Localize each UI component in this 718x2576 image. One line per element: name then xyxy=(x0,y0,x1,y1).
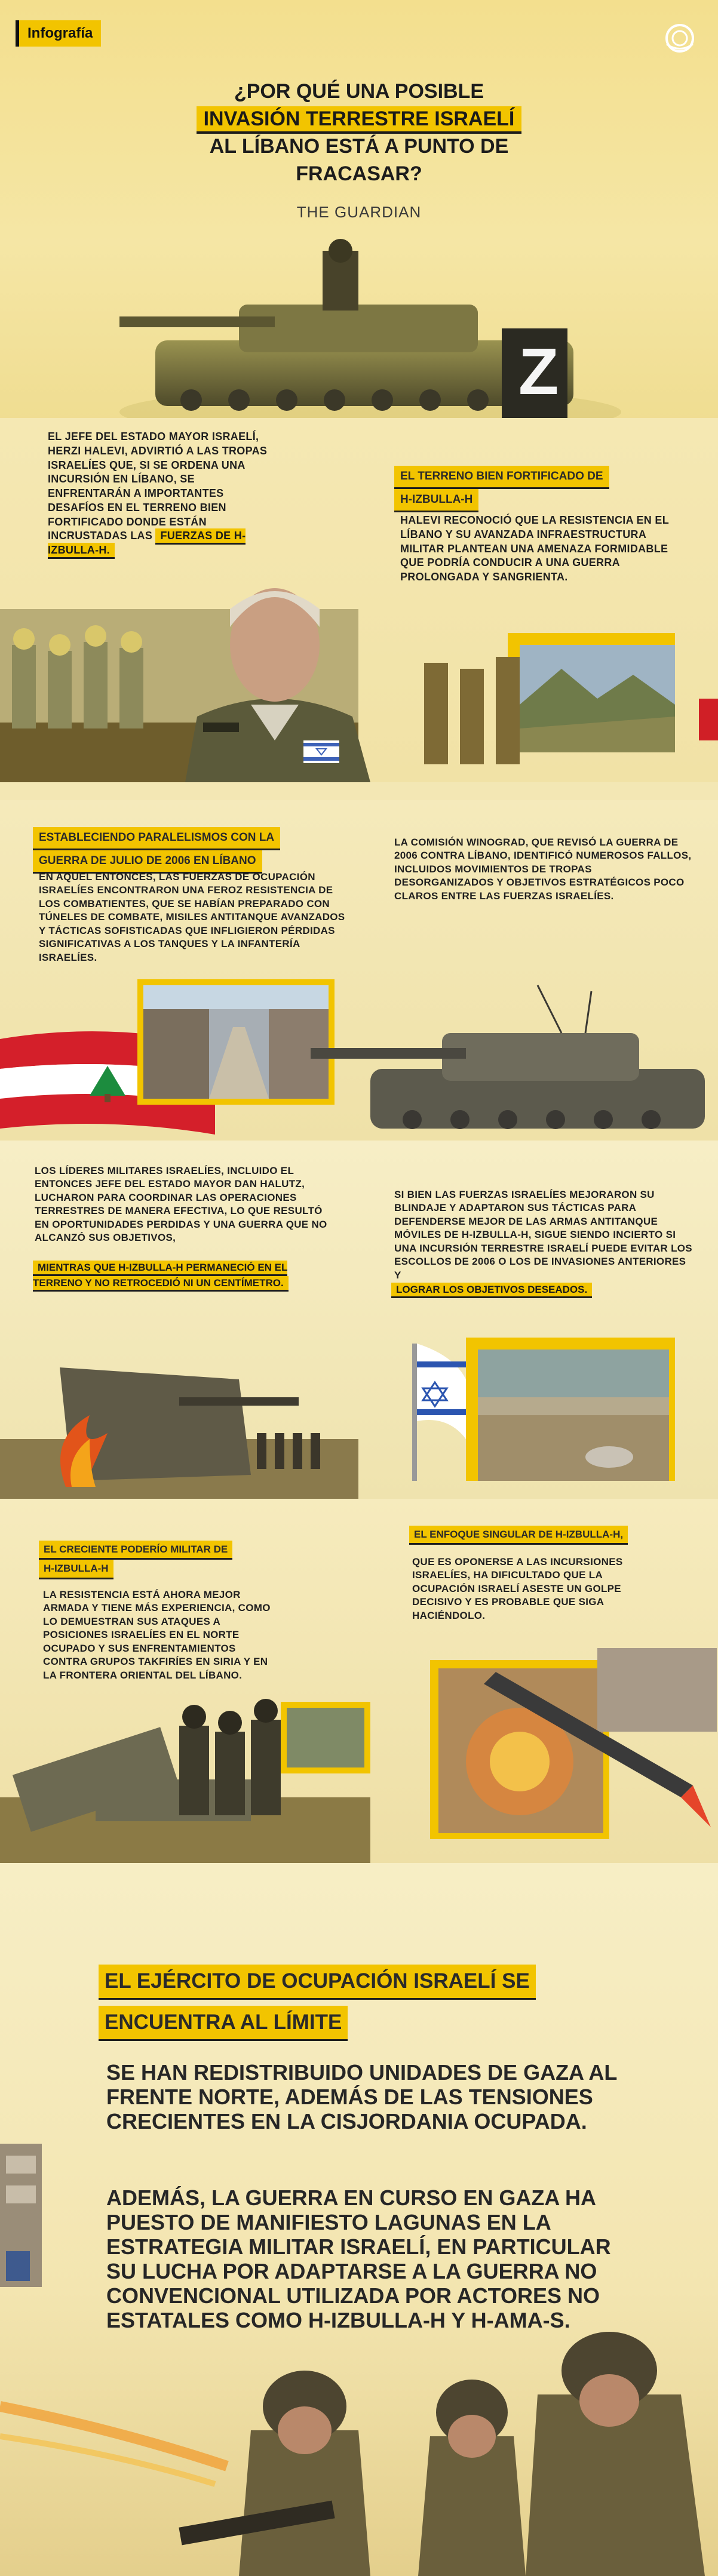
infografia-badge: Infografía xyxy=(16,20,101,47)
limit-para-2: ADEMÁS, LA GUERRA EN CURSO EN GAZA HA PUESTO DE MANIFIESTO LAGUNAS EN LA ESTRATEGIA MILITAR ISRAELÍ, EN PARTICULAR SU LUCHA POR ADAPTARSE A LA GUERRA NO CONVENCIONAL UTILIZADA POR ACTORES NO ESTATALES COMO H-IZBULLA-H Y H-AMA-S. xyxy=(106,2185,611,2333)
flag-red-fragment xyxy=(699,699,718,740)
source-label: THE GUARDIAN xyxy=(296,203,422,221)
destroyed-street-image xyxy=(137,979,335,1105)
parallels-heading xyxy=(33,827,332,874)
halevi-portrait xyxy=(173,561,376,782)
parallels-heading-line2: GUERRA DE JULIO DE 2006 EN LÍBANO xyxy=(33,850,262,874)
leaders-highlight: MIENTRAS QUE H-IZBULLA-H PERMANECIÓ EN EL TERRENO Y NO RETROCEDIÓ NI UN CENTÍMETRO. xyxy=(33,1261,289,1292)
merkava-tank-image xyxy=(311,979,717,1141)
singular-text: QUE ES OPONERSE A LAS INCURSIONES ISRAELÍES, HA DIFICULTADO QUE LA OCUPACIÓN ISRAELÍ ASESTE UN GOLPE DECISIVO Y ES PROBABLE QUE SIGA HACIÉNDOLO. xyxy=(412,1556,623,1621)
title-line-4: FRACASAR? xyxy=(296,162,422,185)
singular-heading: EL ENFOQUE SINGULAR DE H-IZBULLA-H, xyxy=(409,1526,628,1545)
halevi-warning-text xyxy=(48,430,275,558)
leaders-highlight-wrapper xyxy=(33,1260,320,1292)
leaders-text: LOS LÍDERES MILITARES ISRAELÍES, INCLUIDO EL ENTONCES JEFE DEL ESTADO MAYOR DAN HALUTZ, LUCHARON PARA COORDINAR LAS OPERACIONES TERRESTRES DE MANERA EFECTIVA, LO QUE RESULTÓ EN OPORTUNIDADES PERDIDAS Y UNA GUERRA QUE NO ALCANZÓ SUS OBJETIVOS, xyxy=(35,1165,327,1244)
missile-explosion-image xyxy=(430,1636,717,1863)
terrain-heading-line1: EL TERRENO BIEN FORTIFICADO DE xyxy=(394,466,609,489)
title-line-3: AL LÍBANO ESTÁ A PUNTO DE xyxy=(209,135,509,158)
parallels-text: EN AQUEL ENTONCES, LAS FUERZAS DE OCUPACIÓN ISRAELÍES ENCONTRARON UNA FEROZ RESISTENCIA DE LOS COMBATIENTES, QUE SE HABÍAN PREPARADO CON TÚNELES DE COMBATE, MISILES ANTITANQUE AVANZADOS Y TÁCTICAS SOFISTICADAS QUE INFLIGIERON PÉRDIDAS SIGNIFICATIVAS A LOS TANQUES Y LA INFANTERÍA ISRAELÍES. xyxy=(39,871,345,963)
almayadeen-logo-icon xyxy=(656,20,702,56)
terrain-heading xyxy=(394,466,657,512)
limit-para-1: SE HAN REDISTRIBUIDO UNIDADES DE GAZA AL FRENTE NORTE, ADEMÁS DE LAS TENSIONES CRECIENTES EN LA CISJORDANIA OCUPADA. xyxy=(106,2060,617,2134)
terrain-text: HALEVI RECONOCIÓ QUE LA RESISTENCIA EN EL LÍBANO Y SU AVANZADA INFRAESTRUCTURA MILITAR PLANTEAN UNA AMENAZA FORMIDABLE QUE PODRÍA CONDUCIR A UNA GUERRA PROLONGADA Y SANGRIENTA. xyxy=(400,514,669,583)
armor-text: SI BIEN LAS FUERZAS ISRAELÍES MEJORARON SU BLINDAJE Y ADAPTARON SUS TÁCTICAS PARA DEFENDERSE MEJOR DE LAS ARMAS ANTITANQUE MÓVILES DE H-IZBULLA-H, SIGUE SIENDO INCIERTO SI UNA INCURSIÓN TERRESTRE ISRAELÍ PUEDE EVITAR LOS ESCOLLOS DE 2006 O LOS DE INVASIONES ANTERIORES Y xyxy=(394,1189,692,1281)
power-heading xyxy=(39,1541,290,1579)
limit-heading-line1: EL EJÉRCITO DE OCUPACIÓN ISRAELÍ SE xyxy=(99,1965,536,2000)
title-line-1: ¿POR QUÉ UNA POSIBLE xyxy=(234,80,484,103)
svg-text:Z: Z xyxy=(518,335,559,408)
winograd-text: LA COMISIÓN WINOGRAD, QUE REVISÓ LA GUERRA DE 2006 CONTRA LÍBANO, IDENTIFICÓ NUMEROSOS FALLOS, INCLUIDOS MOVIMIENTOS DE TROPAS DESORGANIZADOS Y OBJETIVOS ESTRATÉGICOS POCO CLAROS ENTRE LAS FUERZAS ISRAELÍES. xyxy=(394,837,692,902)
armor-highlight: LOGRAR LOS OBJETIVOS DESEADOS. xyxy=(391,1283,592,1298)
section-military-power xyxy=(0,1499,718,1863)
header-section xyxy=(0,0,718,442)
power-heading-line1: EL CRECIENTE PODERÍO MILITAR DE xyxy=(39,1541,232,1560)
armored-vehicle-fire-image xyxy=(0,1344,358,1499)
tank-illustration xyxy=(119,239,621,430)
section-halevi xyxy=(0,418,718,782)
limit-heading-line2: ENCUENTRA AL LÍMITE xyxy=(99,2006,348,2041)
section-2006-war xyxy=(0,800,718,1141)
mountain-landscape-image xyxy=(424,615,675,782)
building-photo xyxy=(0,2144,42,2287)
page-title xyxy=(0,78,718,187)
power-text: LA RESISTENCIA ESTÁ AHORA MEJOR ARMADA Y TIENE MÁS EXPERIENCIA, COMO LO DEMUESTRAN SUS ATAQUES A POSICIONES ISRAELÍES EN EL NORTE OCUPADO Y SUS ENFRENTAMIENTOS CONTRA GRUPOS TAKFIRÍES EN SIRIA Y EN LA FRONTERA ORIENTAL DEL LÍBANO. xyxy=(43,1589,271,1681)
section-leadership xyxy=(0,1141,718,1499)
singular-heading-wrapper xyxy=(409,1526,660,1545)
title-highlight-wrapper xyxy=(0,105,718,133)
limit-heading xyxy=(99,1965,636,2041)
rocket-launcher-fighters-image xyxy=(0,1660,370,1863)
title-line-2: INVASIÓN TERRESTRE ISRAELÍ xyxy=(197,106,522,134)
israeli-flag-rubble-image xyxy=(412,1320,675,1499)
terrain-heading-line2: H-IZBULLA-H xyxy=(394,489,478,512)
halevi-warning-body: EL JEFE DEL ESTADO MAYOR ISRAELÍ, HERZI HALEVI, ADVIRTIÓ A LAS TROPAS ISRAELÍES QUE, SI SE ORDENA UNA INCURSIÓN EN LÍBANO, SE ENFRENTARÁN A IMPORTANTES DESAFÍOS EN EL TERRENO BIEN FORTIFICADO DONDE ESTÁN INCRUSTADAS LAS xyxy=(48,431,268,542)
halevi-warning-highlight: FUERZAS DE H-IZBULLA-H. xyxy=(48,528,246,559)
power-heading-line2: H-IZBULLA-H xyxy=(39,1560,113,1579)
soldiers-group-bottom-image xyxy=(0,2317,718,2576)
parallels-heading-line1: ESTABLECIENDO PARALELISMOS CON LA xyxy=(33,827,280,850)
armor-highlight-wrapper xyxy=(391,1284,630,1296)
section-army-limit xyxy=(0,1863,718,2576)
